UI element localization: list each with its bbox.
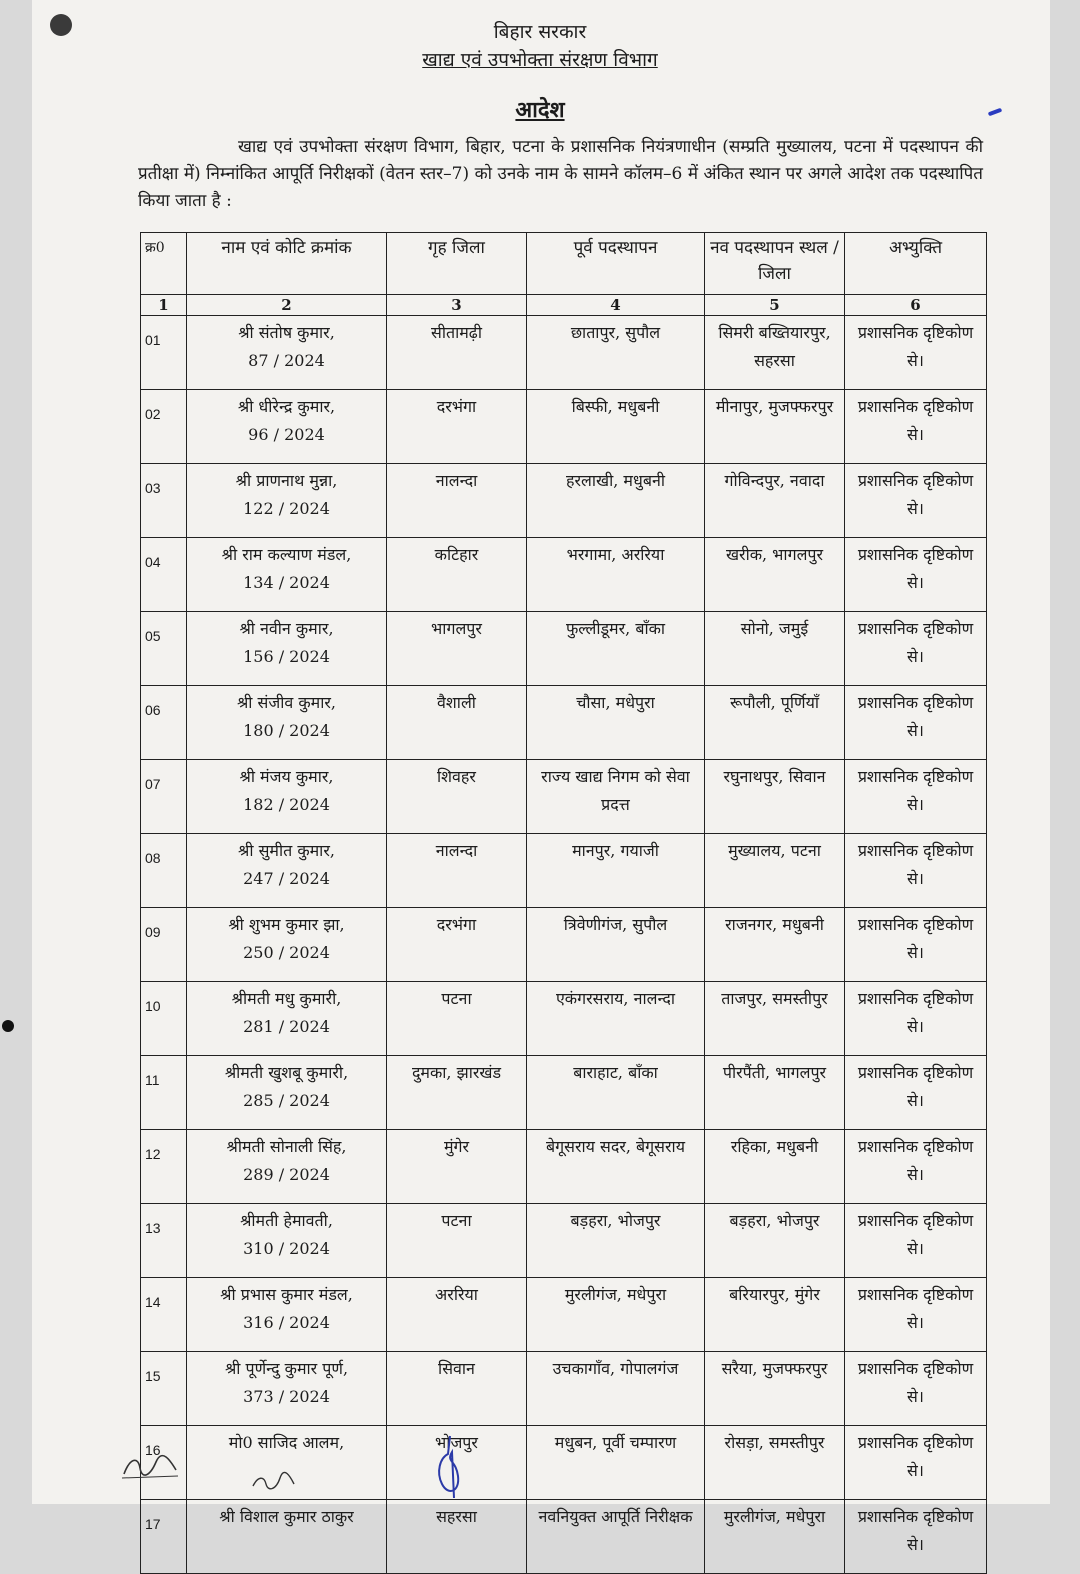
name-cell xyxy=(187,686,387,760)
serial-cell-text: 12 xyxy=(145,1146,161,1162)
name-cell-text: 87 / 2024 xyxy=(248,351,325,370)
name-cell-text: 182 / 2024 xyxy=(243,795,330,814)
name-cell-text: 134 / 2024 xyxy=(243,573,330,592)
home-district-cell xyxy=(387,316,527,390)
home-district-cell xyxy=(387,1130,527,1204)
new-posting-cell-text: मुख्यालय, पटना xyxy=(728,841,821,860)
name-cell xyxy=(187,982,387,1056)
name-cell-text: श्री प्रभास कुमार मंडल, xyxy=(220,1285,353,1304)
serial-cell xyxy=(141,686,187,760)
home-district-cell-text: मुंगेर xyxy=(443,1137,470,1156)
serial-cell-text: 08 xyxy=(145,850,161,866)
header-home-district: गृह जिला xyxy=(387,233,527,295)
table-row xyxy=(141,908,987,982)
table-row xyxy=(141,464,987,538)
column-number: 3 xyxy=(387,295,527,316)
serial-cell-text: 13 xyxy=(145,1220,161,1236)
new-posting-cell-text: ताजपुर, समस्तीपुर xyxy=(721,989,828,1008)
remark-cell xyxy=(845,1278,987,1352)
header-name: नाम एवं कोटि क्रमांक xyxy=(187,233,387,295)
name-cell xyxy=(187,834,387,908)
column-number-row xyxy=(141,295,987,316)
home-district-cell-text: भागलपुर xyxy=(431,619,482,638)
home-district-cell-text: नालन्दा xyxy=(435,471,478,490)
name-cell-text: श्री संतोष कुमार, xyxy=(238,323,335,342)
remark-cell xyxy=(845,538,987,612)
new-posting-cell xyxy=(705,760,845,834)
table-row xyxy=(141,1352,987,1426)
name-cell-text: 250 / 2024 xyxy=(243,943,330,962)
remark-cell-text: प्रशासनिक दृष्टिकोण से। xyxy=(857,1211,974,1258)
new-posting-cell-text: रोसड़ा, समस्तीपुर xyxy=(724,1433,825,1452)
serial-cell-text: 10 xyxy=(145,998,161,1014)
name-cell-text: 281 / 2024 xyxy=(243,1017,330,1036)
table-row xyxy=(141,1278,987,1352)
serial-cell xyxy=(141,316,187,390)
posting-table xyxy=(140,232,987,1574)
name-cell xyxy=(187,1130,387,1204)
new-posting-cell xyxy=(705,1352,845,1426)
serial-cell-text: 06 xyxy=(145,702,161,718)
serial-cell xyxy=(141,1500,187,1574)
remark-cell xyxy=(845,1056,987,1130)
new-posting-cell xyxy=(705,612,845,686)
table-row xyxy=(141,316,987,390)
serial-cell xyxy=(141,760,187,834)
previous-posting-cell xyxy=(527,1500,705,1574)
serial-cell-text: 04 xyxy=(145,554,161,570)
home-district-cell-text: सहरसा xyxy=(436,1507,477,1526)
name-cell xyxy=(187,1500,387,1574)
new-posting-cell-text: पीरपैंती, भागलपुर xyxy=(722,1063,827,1082)
previous-posting-cell-text: उचकागाँव, गोपालगंज xyxy=(552,1359,679,1378)
name-cell-text: श्री प्राणनाथ मुन्ना, xyxy=(235,471,338,490)
new-posting-cell xyxy=(705,316,845,390)
home-district-cell-text: कटिहार xyxy=(434,545,479,564)
name-cell-text: श्री संजीव कुमार, xyxy=(236,693,336,712)
home-district-cell xyxy=(387,1278,527,1352)
new-posting-cell-text: रहिका, मधुबनी xyxy=(730,1137,819,1156)
serial-cell xyxy=(141,834,187,908)
name-cell-text: 316 / 2024 xyxy=(243,1313,330,1332)
serial-cell-text: 11 xyxy=(145,1072,160,1088)
table-row xyxy=(141,686,987,760)
remark-cell-text: प्रशासनिक दृष्टिकोण से। xyxy=(857,693,974,740)
name-cell-text: 289 / 2024 xyxy=(243,1165,330,1184)
home-district-cell-text: सीतामढ़ी xyxy=(431,323,482,342)
name-cell-text: श्री पूर्णेन्दु कुमार पूर्ण, xyxy=(224,1359,349,1378)
previous-posting-cell-text: हरलाखी, मधुबनी xyxy=(565,471,665,490)
new-posting-cell xyxy=(705,1500,845,1574)
name-cell-text: श्रीमती मधु कुमारी, xyxy=(231,989,342,1008)
name-cell-text: 156 / 2024 xyxy=(243,647,330,666)
previous-posting-cell xyxy=(527,316,705,390)
column-number: 1 xyxy=(141,295,187,316)
previous-posting-cell xyxy=(527,834,705,908)
table-row xyxy=(141,760,987,834)
name-cell xyxy=(187,1204,387,1278)
serial-cell xyxy=(141,1130,187,1204)
table-row xyxy=(141,834,987,908)
remark-cell xyxy=(845,390,987,464)
serial-cell xyxy=(141,464,187,538)
remark-cell-text: प्रशासनिक दृष्टिकोण से। xyxy=(857,989,974,1036)
serial-cell-text: 14 xyxy=(145,1294,161,1310)
home-district-cell-text: अररिया xyxy=(435,1285,478,1304)
table-row xyxy=(141,390,987,464)
previous-posting-cell xyxy=(527,760,705,834)
new-posting-cell xyxy=(705,1426,845,1500)
previous-posting-cell-text: मानपुर, गयाजी xyxy=(572,841,659,860)
header-serial: क्र0 xyxy=(141,233,187,295)
home-district-cell-text: पटना xyxy=(441,989,472,1008)
remark-cell xyxy=(845,1204,987,1278)
home-district-cell xyxy=(387,908,527,982)
home-district-cell xyxy=(387,390,527,464)
serial-cell xyxy=(141,1056,187,1130)
previous-posting-cell-text: बाराहाट, बाँका xyxy=(573,1063,658,1082)
name-cell xyxy=(187,612,387,686)
home-district-cell xyxy=(387,760,527,834)
remark-cell-text: प्रशासनिक दृष्टिकोण से। xyxy=(857,767,974,814)
new-posting-cell-text: मुरलीगंज, मधेपुरा xyxy=(723,1507,826,1526)
home-district-cell xyxy=(387,982,527,1056)
serial-cell-text: 15 xyxy=(145,1368,161,1384)
previous-posting-cell-text: बड़हरा, भोजपुर xyxy=(570,1211,661,1230)
name-cell-text: श्री सुमीत कुमार, xyxy=(238,841,335,860)
remark-cell-text: प्रशासनिक दृष्टिकोण से। xyxy=(857,915,974,962)
new-posting-cell-text: सिमरी बख्तियारपुर, सहरसा xyxy=(718,323,831,370)
order-title: आदेश xyxy=(515,97,565,123)
remark-cell xyxy=(845,464,987,538)
name-cell xyxy=(187,464,387,538)
remark-cell-text: प्रशासनिक दृष्टिकोण से। xyxy=(857,1433,974,1480)
home-district-cell xyxy=(387,1500,527,1574)
previous-posting-cell xyxy=(527,1278,705,1352)
order-intro xyxy=(138,134,983,215)
home-district-cell xyxy=(387,686,527,760)
new-posting-cell xyxy=(705,834,845,908)
new-posting-cell-text: सोनो, जमुई xyxy=(740,619,809,638)
serial-cell-text: 07 xyxy=(145,776,161,792)
previous-posting-cell xyxy=(527,686,705,760)
name-cell-text: 285 / 2024 xyxy=(243,1091,330,1110)
remark-cell xyxy=(845,686,987,760)
previous-posting-cell-text: त्रिवेणीगंज, सुपौल xyxy=(563,915,668,934)
table-row xyxy=(141,982,987,1056)
previous-posting-cell xyxy=(527,612,705,686)
name-cell xyxy=(187,1352,387,1426)
name-cell-text: 122 / 2024 xyxy=(243,499,330,518)
home-district-cell xyxy=(387,612,527,686)
new-posting-cell-text: रूपौली, पूर्णियाँ xyxy=(729,693,820,712)
serial-cell xyxy=(141,908,187,982)
remark-cell xyxy=(845,1426,987,1500)
name-cell xyxy=(187,908,387,982)
table-row xyxy=(141,1056,987,1130)
previous-posting-cell-text: मुरलीगंज, मधेपुरा xyxy=(564,1285,667,1304)
name-cell-text: श्री राम कल्याण मंडल, xyxy=(221,545,352,564)
name-cell-text: 180 / 2024 xyxy=(243,721,330,740)
home-district-cell-text: नालन्दा xyxy=(435,841,478,860)
name-cell-text: श्री मंजय कुमार, xyxy=(239,767,334,786)
home-district-cell xyxy=(387,464,527,538)
table-row xyxy=(141,612,987,686)
name-cell-text: श्रीमती खुशबू कुमारी, xyxy=(224,1063,349,1082)
new-posting-cell xyxy=(705,538,845,612)
header-new-posting: नव पदस्थापन स्थल / जिला xyxy=(705,233,845,295)
margin-dot xyxy=(2,1020,14,1032)
remark-cell-text: प्रशासनिक दृष्टिकोण से। xyxy=(857,1359,974,1406)
new-posting-cell-text: गोविन्दपुर, नवादा xyxy=(724,471,825,490)
column-number: 2 xyxy=(187,295,387,316)
remark-cell-text: प्रशासनिक दृष्टिकोण से। xyxy=(857,1137,974,1184)
serial-cell-text: 09 xyxy=(145,924,161,940)
previous-posting-cell-text: बिस्फी, मधुबनी xyxy=(571,397,660,416)
previous-posting-cell xyxy=(527,464,705,538)
remark-cell-text: प्रशासनिक दृष्टिकोण से। xyxy=(857,619,974,666)
signature-initials-1 xyxy=(120,1450,180,1480)
home-district-cell xyxy=(387,834,527,908)
home-district-cell-text: भोजपुर xyxy=(435,1433,478,1452)
previous-posting-cell-text: चौसा, मधेपुरा xyxy=(576,693,655,712)
serial-cell-text: 16 xyxy=(145,1442,161,1458)
name-cell-text: 310 / 2024 xyxy=(243,1239,330,1258)
table-header-row xyxy=(141,233,987,295)
remark-cell-text: प्रशासनिक दृष्टिकोण से। xyxy=(857,323,974,370)
serial-cell xyxy=(141,612,187,686)
remark-cell xyxy=(845,316,987,390)
name-cell-text: श्री नवीन कुमार, xyxy=(239,619,334,638)
signature-initials-2 xyxy=(250,1470,296,1492)
new-posting-cell xyxy=(705,464,845,538)
previous-posting-cell xyxy=(527,390,705,464)
previous-posting-cell-text: फुल्लीडूमर, बाँका xyxy=(565,619,666,638)
previous-posting-cell xyxy=(527,1204,705,1278)
previous-posting-cell xyxy=(527,1352,705,1426)
remark-cell xyxy=(845,908,987,982)
new-posting-cell xyxy=(705,686,845,760)
signature-main xyxy=(430,1432,468,1502)
new-posting-cell-text: खरीक, भागलपुर xyxy=(725,545,824,564)
serial-cell-text: 01 xyxy=(145,332,161,348)
name-cell-text: 247 / 2024 xyxy=(243,869,330,888)
remark-cell-text: प्रशासनिक दृष्टिकोण से। xyxy=(857,1285,974,1332)
name-cell-text: श्री शुभम कुमार झा, xyxy=(228,915,345,934)
serial-cell xyxy=(141,1278,187,1352)
column-number: 6 xyxy=(845,295,987,316)
name-cell-text: 96 / 2024 xyxy=(248,425,325,444)
new-posting-cell xyxy=(705,1204,845,1278)
previous-posting-cell-text: मधुबन, पूर्वी चम्पारण xyxy=(554,1433,677,1452)
name-cell xyxy=(187,538,387,612)
new-posting-cell-text: बड़हरा, भोजपुर xyxy=(729,1211,820,1230)
home-district-cell xyxy=(387,1352,527,1426)
serial-cell-text: 03 xyxy=(145,480,161,496)
new-posting-cell xyxy=(705,1056,845,1130)
remark-cell xyxy=(845,982,987,1056)
remark-cell xyxy=(845,1130,987,1204)
name-cell-text: मो0 साजिद आलम, xyxy=(228,1433,345,1452)
table-row xyxy=(141,1204,987,1278)
remark-cell-text: प्रशासनिक दृष्टिकोण से। xyxy=(857,1507,974,1554)
previous-posting-cell-text: नवनियुक्त आपूर्ति निरीक्षक xyxy=(538,1507,693,1526)
remark-cell xyxy=(845,1352,987,1426)
new-posting-cell xyxy=(705,1130,845,1204)
column-number: 5 xyxy=(705,295,845,316)
name-cell xyxy=(187,390,387,464)
remark-cell-text: प्रशासनिक दृष्टिकोण से। xyxy=(857,471,974,518)
name-cell xyxy=(187,316,387,390)
previous-posting-cell-text: राज्य खाद्य निगम को सेवा प्रदत्त xyxy=(541,767,690,814)
department-name: खाद्य एवं उपभोक्ता संरक्षण विभाग xyxy=(422,49,658,71)
previous-posting-cell xyxy=(527,1130,705,1204)
serial-cell-text: 05 xyxy=(145,628,161,644)
home-district-cell-text: दरभंगा xyxy=(436,915,477,934)
name-cell xyxy=(187,760,387,834)
previous-posting-cell xyxy=(527,1056,705,1130)
new-posting-cell xyxy=(705,908,845,982)
home-district-cell xyxy=(387,538,527,612)
table-row xyxy=(141,538,987,612)
serial-cell xyxy=(141,982,187,1056)
government-name: बिहार सरकार xyxy=(493,21,587,43)
home-district-cell xyxy=(387,1056,527,1130)
remark-cell xyxy=(845,760,987,834)
previous-posting-cell xyxy=(527,908,705,982)
previous-posting-cell xyxy=(527,982,705,1056)
previous-posting-cell xyxy=(527,1426,705,1500)
name-cell-text: 373 / 2024 xyxy=(243,1387,330,1406)
intro-text: खाद्य एवं उपभोक्ता संरक्षण विभाग, बिहार, पटना के प्रशासनिक नियंत्रणाधीन (सम्प्रति मुख्यालय, पटना में पदस्थापन की प्रतीक्षा में) निम्नांकित आपूर्ति निरीक्षकों (वेतन स्तर–7) को उनके नाम के सामने कॉलम–6 में अंकित स्थान पर अगले आदेश तक पदस्थापित किया जाता है : xyxy=(138,137,983,211)
new-posting-cell-text: रघुनाथपुर, सिवान xyxy=(723,767,826,786)
previous-posting-cell-text: बेगूसराय सदर, बेगूसराय xyxy=(546,1137,685,1156)
header-previous-posting: पूर्व पदस्थापन xyxy=(527,233,705,295)
new-posting-cell xyxy=(705,1278,845,1352)
new-posting-cell-text: बरियारपुर, मुंगेर xyxy=(729,1285,820,1304)
previous-posting-cell-text: भरगामा, अररिया xyxy=(566,545,665,564)
table-row xyxy=(141,1130,987,1204)
home-district-cell-text: दरभंगा xyxy=(436,397,477,416)
home-district-cell-text: सिवान xyxy=(438,1359,475,1378)
serial-cell xyxy=(141,1204,187,1278)
name-cell-text: श्री धीरेन्द्र कुमार, xyxy=(237,397,336,416)
home-district-cell-text: वैशाली xyxy=(437,693,476,712)
remark-cell xyxy=(845,1500,987,1574)
remark-cell-text: प्रशासनिक दृष्टिकोण से। xyxy=(857,841,974,888)
remark-cell-text: प्रशासनिक दृष्टिकोण से। xyxy=(857,397,974,444)
column-number: 4 xyxy=(527,295,705,316)
header-remarks: अभ्युक्ति xyxy=(845,233,987,295)
new-posting-cell-text: सरैया, मुजफ्फरपुर xyxy=(721,1359,828,1378)
previous-posting-cell-text: छातापुर, सुपौल xyxy=(570,323,661,342)
table-row xyxy=(141,1500,987,1574)
new-posting-cell xyxy=(705,982,845,1056)
remark-cell-text: प्रशासनिक दृष्टिकोण से। xyxy=(857,545,974,592)
name-cell-text: श्रीमती सोनाली सिंह, xyxy=(226,1137,347,1156)
serial-cell-text: 17 xyxy=(145,1516,161,1532)
previous-posting-cell xyxy=(527,538,705,612)
previous-posting-cell-text: एकंगरसराय, नालन्दा xyxy=(555,989,676,1008)
home-district-cell-text: पटना xyxy=(441,1211,472,1230)
name-cell xyxy=(187,1278,387,1352)
new-posting-cell xyxy=(705,390,845,464)
serial-cell xyxy=(141,538,187,612)
remark-cell xyxy=(845,612,987,686)
home-district-cell-text: दुमका, झारखंड xyxy=(411,1063,502,1082)
name-cell-text: श्रीमती हेमावती, xyxy=(240,1211,333,1230)
serial-cell xyxy=(141,390,187,464)
name-cell-text: श्री विशाल कुमार ठाकुर xyxy=(219,1507,354,1526)
home-district-cell-text: शिवहर xyxy=(437,767,476,786)
new-posting-cell-text: राजनगर, मधुबनी xyxy=(725,915,824,934)
serial-cell-text: 02 xyxy=(145,406,161,422)
name-cell xyxy=(187,1056,387,1130)
remark-cell-text: प्रशासनिक दृष्टिकोण से। xyxy=(857,1063,974,1110)
table-body xyxy=(141,316,987,1574)
home-district-cell xyxy=(387,1204,527,1278)
serial-cell xyxy=(141,1352,187,1426)
remark-cell xyxy=(845,834,987,908)
new-posting-cell-text: मीनापुर, मुजफ्फरपुर xyxy=(715,397,834,416)
